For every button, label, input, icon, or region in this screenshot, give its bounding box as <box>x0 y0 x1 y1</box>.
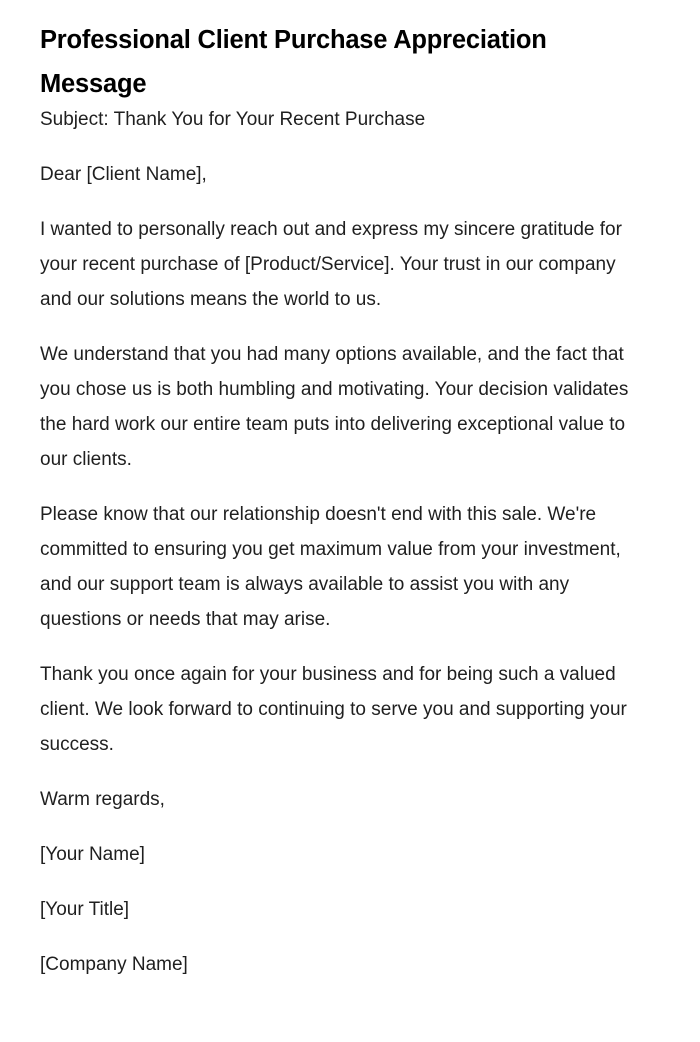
signature-name: [Your Name] <box>40 844 145 865</box>
closing-line: Warm regards, <box>40 789 165 810</box>
body-paragraph-1: I wanted to personally reach out and express my sincere gratitude for your recent purchase of [Product/Service]. Your trust in our company and our solutions means the world to us. <box>40 219 622 310</box>
body-paragraph-3: Please know that our relationship doesn't end with this sale. We're committed to ensuring you get maximum value from your investment, and our support team is always available to assist you with any questions or needs that may arise. <box>40 504 621 630</box>
subject-line: Subject: Thank You for Your Recent Purchase <box>40 109 426 130</box>
signature-title: [Your Title] <box>40 899 130 920</box>
document-title: Professional Client Purchase Appreciation Message <box>40 26 547 98</box>
body-paragraph-2: We understand that you had many options available, and the fact that you chose us is both humbling and motivating. Your decision validates the hard work our entire team puts into delivering exceptional value to our clients. <box>40 344 629 470</box>
signature-company: [Company Name] <box>40 954 188 975</box>
salutation: Dear [Client Name], <box>40 164 207 185</box>
letter-document <box>40 18 640 982</box>
body-paragraph-4: Thank you once again for your business and for being such a valued client. We look forward to continuing to serve you and supporting your success. <box>40 664 627 755</box>
